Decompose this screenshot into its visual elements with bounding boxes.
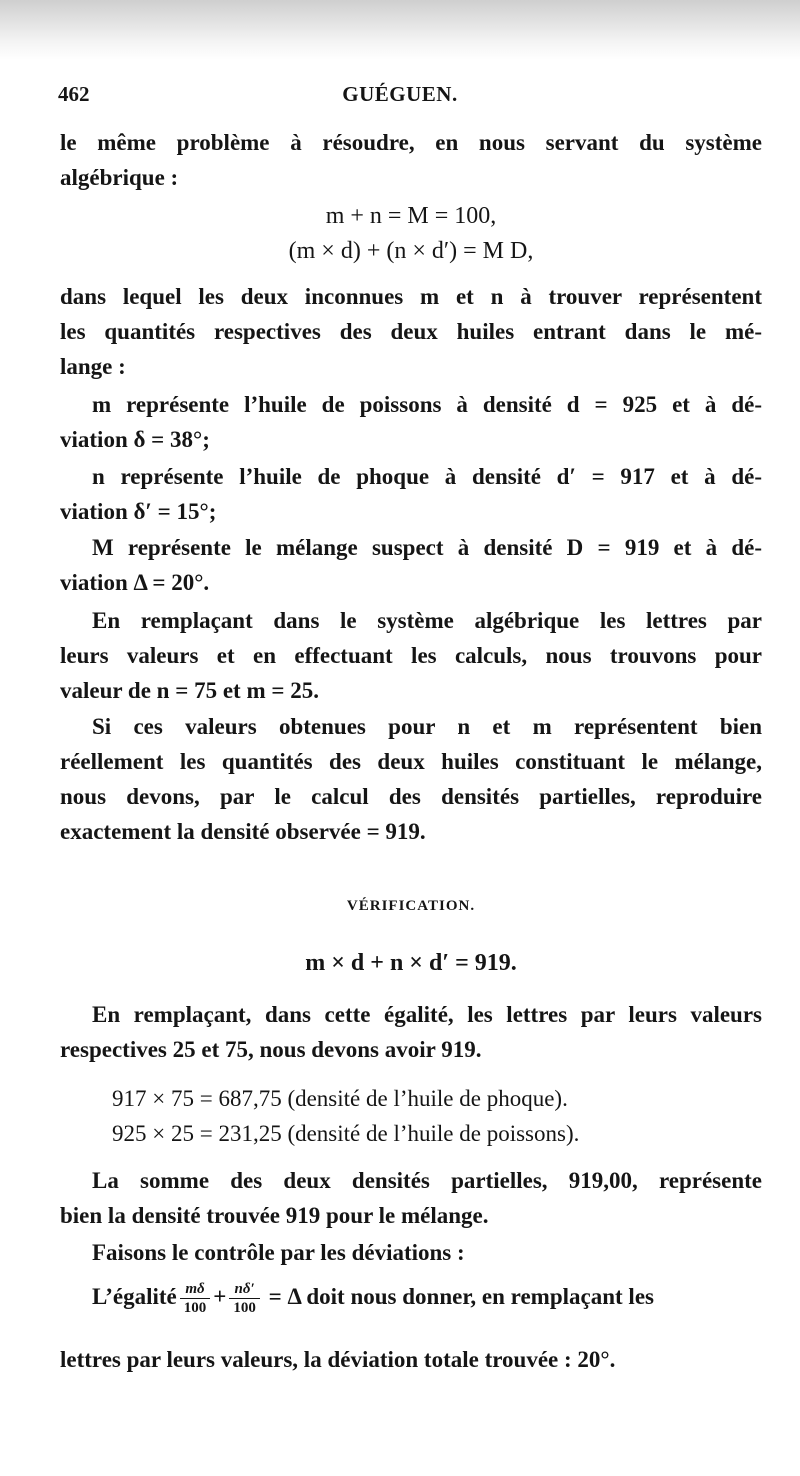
text-line: leurs valeurs et en effectuant les calculs, nous trouvons pour bbox=[60, 643, 762, 668]
text-line: les quantités respectives des deux huiles entrant dans le mé- bbox=[60, 319, 762, 344]
text-line: valeur de n = 75 et m = 25. bbox=[60, 678, 319, 703]
text-line: bien la densité trouvée 919 pour le mélange. bbox=[60, 1203, 489, 1228]
fraction-denominator: 100 bbox=[183, 1300, 207, 1316]
equation: (m × d) + (n × d′) = M D, bbox=[288, 238, 534, 264]
fraction-numerator: mδ bbox=[180, 1280, 211, 1299]
text-line: m représente l’huile de poissons à densité d = 925 et à dé- bbox=[92, 392, 762, 417]
text-line: M représente le mélange suspect à densité D = 919 et à dé- bbox=[92, 535, 762, 560]
equation: m × d + n × d′ = 919. bbox=[305, 950, 517, 976]
fraction bbox=[229, 1280, 260, 1317]
fraction bbox=[180, 1280, 211, 1317]
text-line: Faisons le contrôle par les déviations : bbox=[92, 1240, 465, 1265]
fraction-denominator: 100 bbox=[233, 1300, 256, 1316]
text-line: viation δ = 38°; bbox=[60, 427, 210, 452]
section-heading: VÉRIFICATION. bbox=[346, 898, 476, 914]
equation: m + n = M = 100, bbox=[325, 203, 497, 229]
equality-prefix: L’égalité bbox=[92, 1283, 177, 1309]
calculation-line: 925 × 25 = 231,25 (densité de l’huile de poissons). bbox=[112, 1121, 580, 1146]
plus-sign: + bbox=[213, 1283, 227, 1309]
text-line: lange : bbox=[60, 354, 126, 379]
text-line: dans lequel les deux inconnues m et n à trouver représentent bbox=[60, 284, 762, 309]
text-line: réellement les quantités des deux huiles constituant le mélange, bbox=[60, 749, 762, 774]
text-line: lettres par leurs valeurs, la déviation totale trouvée : 20°. bbox=[60, 1347, 616, 1372]
text-line: nous devons, par le calcul des densités partielles, reproduire bbox=[60, 784, 762, 809]
equality-suffix: = Δ doit nous donner, en remplaçant les bbox=[268, 1283, 654, 1309]
calculation-line: 917 × 75 = 687,75 (densité de l’huile de phoque). bbox=[112, 1086, 568, 1111]
text-line: respectives 25 et 75, nous devons avoir 919. bbox=[60, 1037, 482, 1062]
text-line: le même problème à résoudre, en nous servant du système bbox=[60, 130, 762, 155]
text-line: La somme des deux densités partielles, 919,00, représente bbox=[92, 1168, 762, 1193]
equality-line bbox=[60, 1280, 654, 1317]
text-line: n représente l’huile de phoque à densité d′ = 917 et à dé- bbox=[92, 464, 762, 489]
running-head: GUÉGUEN. bbox=[342, 82, 458, 106]
fraction-numerator: nδ′ bbox=[229, 1280, 260, 1299]
page-number: 462 bbox=[58, 82, 90, 106]
text-line: Si ces valeurs obtenues pour n et m représentent bien bbox=[92, 714, 762, 739]
text-line: En remplaçant, dans cette égalité, les lettres par leurs valeurs bbox=[92, 1002, 762, 1027]
text-line: algébrique : bbox=[60, 165, 179, 190]
text-line: viation δ′ = 15°; bbox=[60, 499, 217, 524]
text-line: En remplaçant dans le système algébrique les lettres par bbox=[92, 608, 762, 633]
text-line: viation Δ = 20°. bbox=[60, 570, 210, 595]
text-line: exactement la densité observée = 919. bbox=[60, 819, 426, 844]
